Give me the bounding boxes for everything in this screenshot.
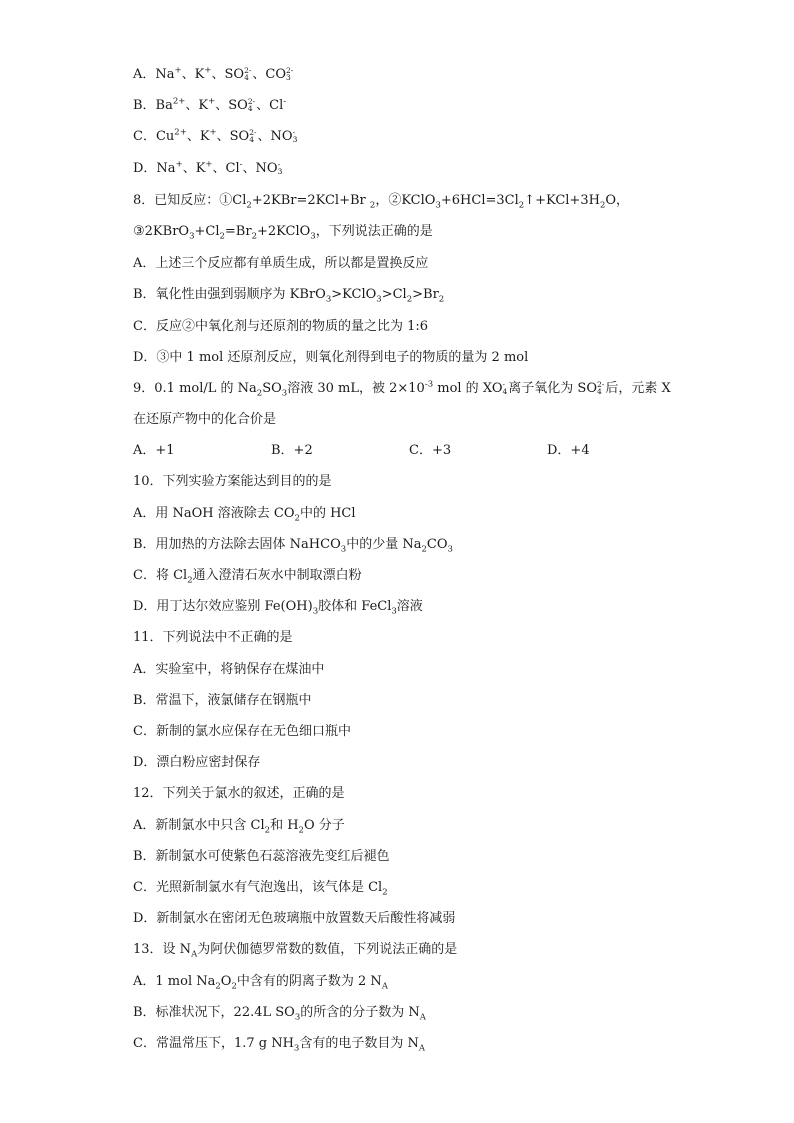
option-13b: B．标准状况下，22.4L $SO_3$的所含的分子数为 $N_A$	[133, 1005, 426, 1023]
option-8d: D．③中 1 mol 还原剂反应，则氧化剂得到电子的物质的量为 2 mol	[133, 350, 529, 365]
option-9c: C．+3	[409, 443, 452, 458]
option-12c: C．光照新制氯水有气泡逸出，该气体是 $Cl_2$	[133, 880, 388, 898]
question-8-stem-line2: $③2KBrO_3+Cl_2=Br_2+2KClO_3$，下列说法正确的是	[133, 224, 433, 242]
option-12b: B．新制氯水可使紫色石蕊溶液先变红后褪色	[133, 849, 390, 864]
question-12-stem: 12．下列关于氯水的叙述，正确的是	[133, 786, 345, 801]
option-9b: B．+2	[271, 443, 313, 458]
option-10d: D．用丁达尔效应鉴别 $Fe(OH)_3$胶体和 FeCl$_3$溶液	[133, 599, 423, 617]
option-9d: D．+4	[547, 443, 590, 458]
question-11-stem: 11．下列说法中不正确的是	[133, 630, 293, 645]
option-8b: B．氧化性由强到弱顺序为 $KBrO_3>KClO_3>Cl_2>Br_2$	[133, 287, 445, 305]
option-8a: A．上述三个反应都有单质生成，所以都是置换反应	[133, 256, 429, 271]
question-10-stem: 10．下列实验方案能达到目的的是	[133, 474, 332, 489]
question-9-stem-line2: 在还原产物中的化合价是	[133, 412, 277, 427]
option-10c: C．将 $Cl_2$通入澄清石灰水中制取漂白粉	[133, 568, 362, 586]
option-7a: A．Na+、K+、SO 2- 4 、CO 2- 3	[133, 65, 294, 82]
question-9-stem-line1: 9．0.1 mol/L 的 $Na_2SO_3$溶液 30 mL，被 $2\times 10^{-3}$ mol 的 XO - 4 离子氧化为 SO 2- 4 后，元素 X	[133, 379, 671, 399]
option-7c: C．$Cu^{2+}$、K+、SO 2- 4 、NO - 3	[133, 127, 298, 144]
option-11a: A．实验室中，将钠保存在煤油中	[133, 662, 325, 677]
option-7d: D．Na+、K+、Cl-、NO - 3	[133, 159, 283, 176]
option-11d: D．漂白粉应密封保存	[133, 755, 261, 770]
option-7b: B．$Ba^{2+}$、K+、SO 2- 4 、Cl-	[133, 96, 287, 113]
option-11c: C．新制的氯水应保存在无色细口瓶中	[133, 724, 351, 739]
question-8-stem-line1: 8．已知反应：$①Cl_2+2KBr=2KCl+Br$ $_2$，$②KClO_3+6HCl=3Cl_2↑+KCl+3H_2O$，	[133, 193, 630, 211]
question-13-stem: 13．设 $N_A$为阿伏伽德罗常数的数值，下列说法正确的是	[133, 942, 458, 960]
option-9a: A．+1	[133, 443, 175, 458]
option-13c: C．常温常压下，1.7 g $NH_3$含有的电子数目为 $N_A$	[133, 1036, 425, 1054]
option-10b: B．用加热的方法除去固体 NaHCO$_3$中的少量 $Na_2CO_3$	[133, 537, 453, 555]
option-8c: C．反应②中氧化剂与还原剂的物质的量之比为 1:6	[133, 319, 429, 334]
option-10a: A．用 NaOH 溶液除去 $CO_2$中的 HCl	[133, 506, 356, 524]
option-12d: D．新制氯水在密闭无色玻璃瓶中放置数天后酸性将减弱	[133, 911, 456, 926]
option-12a: A．新制氯水中只含 $Cl_2$和 $H_2O$ 分子	[133, 818, 345, 836]
option-13a: A．1 mol $Na_2O_2$中含有的阴离子数为 2 $N_A$	[133, 974, 388, 992]
option-11b: B．常温下，液氯储存在钢瓶中	[133, 693, 312, 708]
